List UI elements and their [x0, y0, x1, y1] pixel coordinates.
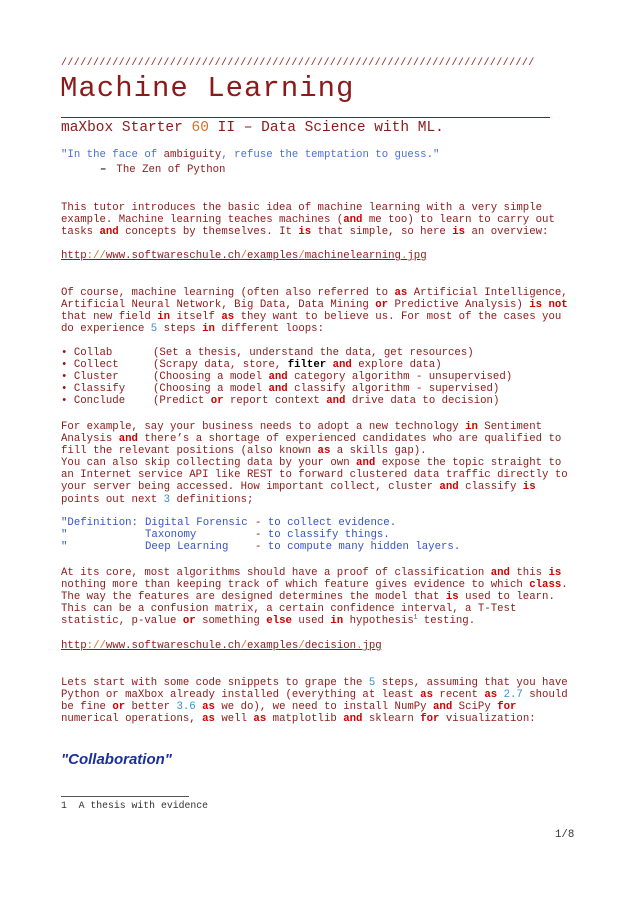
zen-quote: "In the face of ambiguity, refuse the temptation to guess.": [61, 149, 440, 161]
title-rule: [61, 117, 550, 118]
subtitle-text: maXbox Starter: [61, 120, 192, 136]
algorithm-paragraph: At its core, most algorithms should have a proof of classification and this is nothing more than keeping track of which feature gives evidence to which class. The way the features are designed determines the model that is used to learn. This can be a confusion matrix, a certain confidence interval, a T-Test statistic, p-value or something else used in hypothesis$^1$ testing.: [61, 567, 568, 628]
slash-divider: //////////////////////////////////////////////////////////////////////////: [61, 58, 535, 69]
list-item: • Cluster (Choosing a model and category algorithm - unsupervised): [61, 371, 513, 383]
intro-paragraph: This tutor introduces the basic idea of machine learning with a very simple example. Machine learning teaches machines (and me too) to learn to carry out tasks and concepts by themselves. It is that simple, so here is an overview:: [61, 202, 555, 239]
ml-overview-paragraph: Of course, machine learning (often also referred to as Artificial Intelligence, Artificial Neural Network, Big Data, Data Mining or Predictive Analysis) is not that new field in itself as they want to believe us. For most of the cases you do experience 5 steps in different loops:: [61, 287, 568, 336]
page-subtitle: [61, 120, 444, 136]
subtitle-number: 60: [191, 120, 209, 136]
footnote-marker: 1: [413, 613, 418, 621]
subtitle-text-end: II – Data Science with ML.: [208, 120, 444, 136]
quote-attribution: – The Zen of Python: [100, 164, 226, 176]
section-heading: "Collaboration": [61, 751, 172, 768]
page-title: Machine Learning: [60, 72, 355, 105]
setup-paragraph: Lets start with some code snippets to grape the 5 steps, assuming that you have Python or maXbox already installed (everything at least as recent as 2.7 should be fine or better 3.6 as we do), we need to install NumPy and SciPy for numerical operations, as well as matplotlib and sklearn for visualization:: [61, 677, 568, 726]
list-item: • Collect (Scrapy data, store, filter and explore data): [61, 359, 442, 371]
machinelearning-link[interactable]: http://www.softwareschule.ch/examples/machinelearning.jpg: [61, 250, 427, 262]
definition-row: " Deep Learning - to compute many hidden layers.: [61, 541, 461, 553]
definition-row: "Definition: Digital Forensic - to collect evidence.: [61, 517, 397, 529]
definition-row: " Taxonomy - to classify things.: [61, 529, 390, 541]
page-number: 1/8: [555, 829, 575, 841]
example-paragraph: For example, say your business needs to adopt a new technology in Sentiment Analysis and there’s a shortage of experienced candidates who are qualified to fill the relevant positions (also known as a skills gap). You can also skip collecting data by your own and expose the topic straight to an Internet service API like REST to forward clustered data traffic directly to your server being accessed. How important collect, cluster and classify is points out next 3 definitions;: [61, 421, 568, 506]
list-item: • Classify (Choosing a model and classify algorithm - supervised): [61, 383, 500, 395]
decision-link[interactable]: http://www.softwareschule.ch/examples/decision.jpg: [61, 640, 382, 652]
list-item: • Collab (Set a thesis, understand the data, get resources): [61, 347, 474, 359]
footnote: 1 A thesis with evidence: [61, 800, 208, 811]
footnote-rule: [61, 796, 189, 797]
list-item: • Conclude (Predict or report context and drive data to decision): [61, 395, 500, 407]
